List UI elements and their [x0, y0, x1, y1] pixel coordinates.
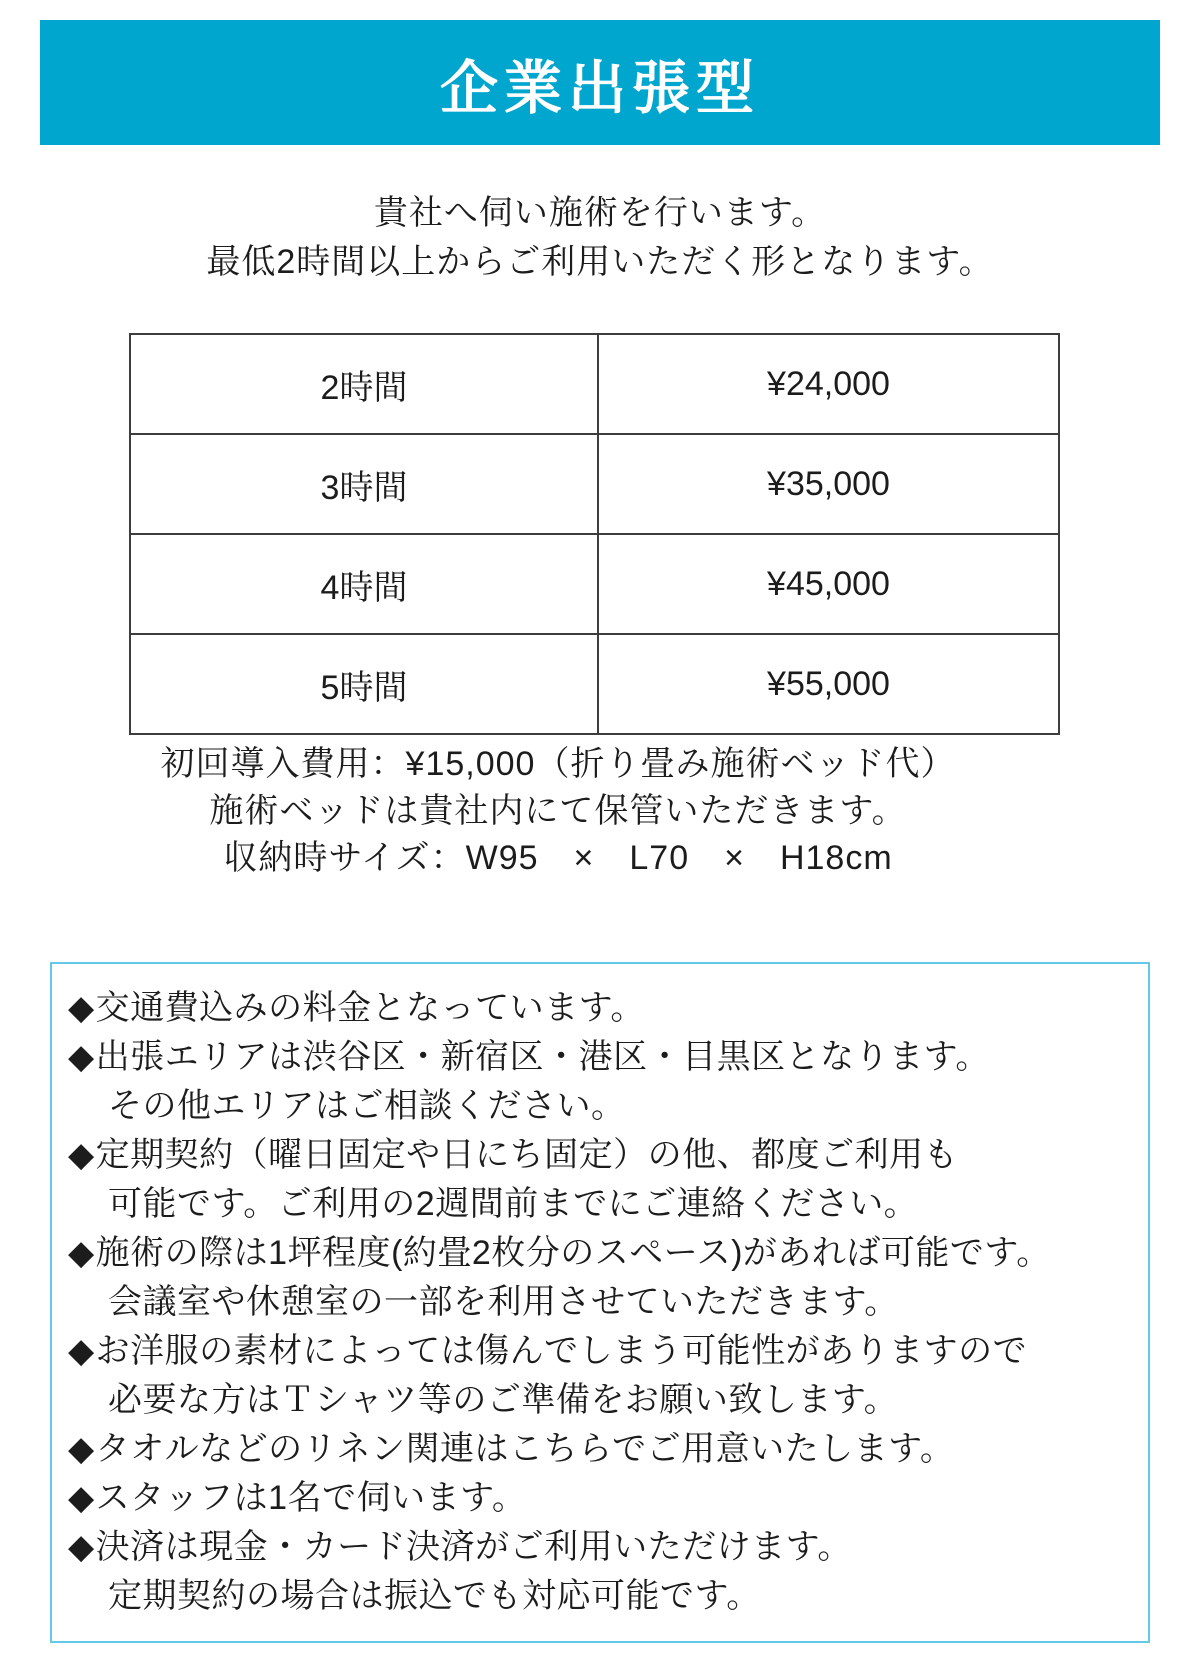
page-title: 企業出張型: [439, 55, 760, 121]
diamond-bullet-icon: ◆: [68, 1234, 95, 1272]
note-line: [68, 984, 1136, 1033]
note-item-space: [68, 1229, 1136, 1327]
note-line: [68, 1327, 1136, 1376]
note-text: 出張エリアは渋谷区・新宿区・港区・目黒区となります。: [95, 1038, 990, 1076]
diamond-bullet-icon: ◆: [68, 1038, 95, 1076]
note-line: [68, 1131, 1136, 1180]
note-text: タオルなどのリネン関連はこちらでご用意いたします。: [95, 1430, 955, 1468]
table-row: [130, 634, 1059, 734]
price-cell: ¥35,000: [598, 434, 1059, 534]
note-item-transport: [68, 984, 1136, 1033]
duration-cell: 3時間: [130, 434, 598, 534]
note-line: [68, 1376, 1136, 1425]
note-text: その他エリアはご相談ください。: [108, 1087, 626, 1125]
duration-cell: 2時間: [130, 334, 598, 434]
diamond-bullet-icon: ◆: [68, 1430, 95, 1468]
note-text: 定期契約の場合は振込でも対応可能です。: [108, 1577, 761, 1615]
diamond-bullet-icon: ◆: [68, 1332, 95, 1370]
header-banner: [40, 20, 1160, 145]
note-item-linen: [68, 1425, 1136, 1474]
note-text: 会議室や休憩室の一部を利用させていただきます。: [108, 1283, 899, 1321]
bed-storage-line: 施術ベッドは貴社内にて保管いただきます。: [209, 792, 907, 830]
note-text: 施術の際は1坪程度(約畳2枚分のスペース)があれば可能です。: [95, 1234, 1051, 1272]
note-text: お洋服の素材によっては傷んでしまう可能性がありますので: [95, 1332, 1028, 1370]
table-footnotes: [0, 741, 1158, 882]
table-row: [130, 434, 1059, 534]
note-text: 交通費込みの料金となっています。: [95, 989, 645, 1027]
note-line: [68, 1474, 1136, 1523]
note-line: [68, 1572, 1136, 1621]
note-item-contract: [68, 1131, 1136, 1229]
price-cell: ¥55,000: [598, 634, 1059, 734]
note-text: 決済は現金・カード決済がご利用いただけます。: [95, 1528, 852, 1566]
price-cell: ¥45,000: [598, 534, 1059, 634]
intro-line-2: 最低2時間以上からご利用いただく形となります。: [206, 243, 994, 281]
bed-size-line: 収納時サイズ：W95 × L70 × H18cm: [223, 839, 893, 877]
note-line: [68, 1180, 1136, 1229]
note-text: 定期契約（曜日固定や日にち固定）の他、都度ご利用も: [95, 1136, 959, 1174]
note-item-staff: [68, 1474, 1136, 1523]
note-text: 可能です。ご利用の2週間前までにご連絡ください。: [108, 1185, 919, 1223]
price-table: [129, 333, 1060, 735]
note-line: [68, 1229, 1136, 1278]
duration-cell: 4時間: [130, 534, 598, 634]
intro-text: [0, 189, 1200, 287]
note-line: [68, 1082, 1136, 1131]
note-item-payment: [68, 1523, 1136, 1621]
note-text: スタッフは1名で伺います。: [95, 1479, 527, 1517]
note-item-clothing: [68, 1327, 1136, 1425]
duration-cell: 5時間: [130, 634, 598, 734]
note-text: 必要な方はＴシャツ等のご準備をお願い致します。: [108, 1381, 899, 1419]
note-line: [68, 1523, 1136, 1572]
note-line: [68, 1278, 1136, 1327]
notes-box: [50, 962, 1150, 1643]
initial-cost-line: 初回導入費用：¥15,000（折り畳み施術ベッド代）: [160, 745, 956, 783]
diamond-bullet-icon: ◆: [68, 1136, 95, 1174]
price-cell: ¥24,000: [598, 334, 1059, 434]
diamond-bullet-icon: ◆: [68, 1479, 95, 1517]
note-line: [68, 1425, 1136, 1474]
note-item-area: [68, 1033, 1136, 1131]
diamond-bullet-icon: ◆: [68, 989, 95, 1027]
table-row: [130, 534, 1059, 634]
note-line: [68, 1033, 1136, 1082]
intro-line-1: 貴社へ伺い施術を行います。: [373, 194, 827, 232]
diamond-bullet-icon: ◆: [68, 1528, 95, 1566]
table-row: [130, 334, 1059, 434]
